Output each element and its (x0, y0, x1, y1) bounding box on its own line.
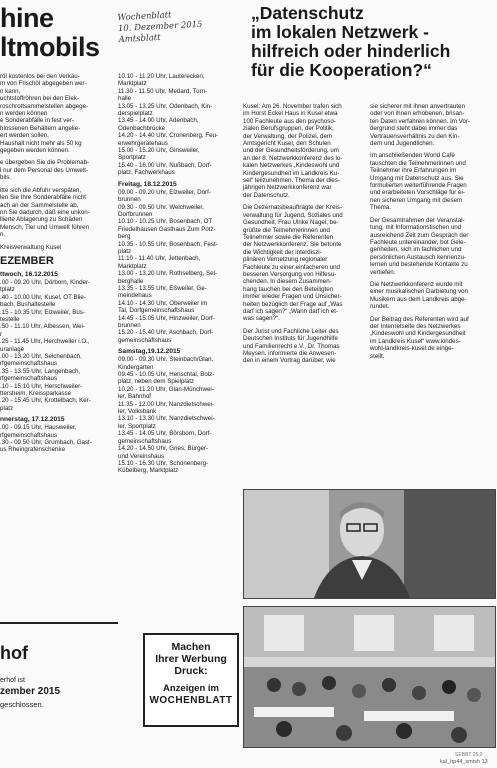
intro-paragraph-2: e übergeben Sie die Problemab- l nur dem Personal des Umwelt- bils. (0, 159, 90, 182)
schedule-top: 10.10 - 11.20 Uhr, Lauterecken, Marktplatz 11.30 - 11.50 Uhr, Medard, Turn- halle 13.05 - 13.25 Uhr, Odenbach, Kin- derspielplatz 13.45 - 14.00 Uhr, Adenbach, Odenbachbrücke 14.20 - 14.40 Uhr, Cronenberg, Feu- erwehrgerätehaus 15.00 - 15.20 Uhr, Ginsweiler, Sportplatz 15.40 - 16.00 Uhr, Nußbach, Dorf- platz, Fachwerkhaus (118, 73, 219, 177)
schedule-column (118, 73, 238, 475)
speaker-photo-image (244, 490, 495, 598)
signoff: Kreisverwaltung Kusel (0, 243, 62, 251)
day4-schedule: 09.00 - 09.30 Uhr, Steinbach/Glan, Kindergarten 09.45 - 10.05 Uhr, Henschtal, Bolz- platz, neben dem Spielplatz 10.20 - 11.20 Uhr, Glan-Münchwei- ler, Bahnhof 11.35 - 12.00 Uhr, Nanzdietschwei- ler, Volksbank 13.10 - 13.30 Uhr, Nanzdietschwei- ler, Sportplatz 13.45 - 14.05 Uhr, Börsborn, Dorf- gemeinschaftshaus 14.20 - 14.50 Uhr, Gries, Bürger- und Vereinshaus 15.10 - 16.30 Uhr, Schönenberg- Kübelberg, Marktplatz (118, 356, 215, 475)
article-paragraph: sie sicherer mit ihnen anvertrauten oder von ihnen erhobenen, brisan- ten Daten verfahren können. Im Vor- dergrund steht dabei immer das Vertrauensverhältnis zu den Kin- dern und Jugendlichen. (370, 103, 471, 148)
closure-line2: zember 2015 (0, 686, 61, 697)
intro-paragraph: röl kostenlos bei den Verkäu- m von Frischöl abgegeben wer- n kann, uchtstoffröhren bei den Elek- roschrottsammelstellen abgege- n werden können e Sonderabfälle in fest ver- hlossenen Behältern angelie- ert werden sollen, Haushalt nicht mehr als 50 kg gegeben werden können. (0, 73, 89, 155)
day4-title: Samstag,19.12.2015 (118, 348, 181, 356)
article-column-1 (243, 103, 364, 365)
day1-schedule: .00 - 09.20 Uhr, Dörborn, Kinder- tplatz .40 - 10.00 Uhr, Kusel, OT Blie- bach, Bushaltestelle .15 - 10.35 Uhr, Elzweiler, Bus- testelle .50 - 11.10 Uhr, Albessen, Wei- r .25 - 11.45 Uhr, Herchweiler i.O., uranlage .00 - 13.20 Uhr, Selchenbach, rfgemeinschaftshaus .35 - 13.55 Uhr, Langenbach, rfgemeinschaftshaus .10 - 15.10 Uhr, Herschweiler- ttersheim, Kreissparkasse .20 - 15.45 Uhr, Krottelbach, Ker- platz (0, 278, 91, 412)
day2-schedule: .00 - 09.15 Uhr, Hausweiler, rfgemeinschaftshaus .30 - 09.50 Uhr, Grumbach, Gast- us Rheingrafenschenke (0, 424, 92, 454)
closure-title: hof (0, 643, 28, 663)
article-paragraph: Die Dezernatsbeauftragte der Kreis- verwaltung für Jugend, Soziales und Gesundheit, Frau Ulrike Nagel, be- grüßte die Teilnehmerinnen und Teilnehmer sowie die Referenten der Netzwerkkonferenz. Sie betonte die Wichtigkeit der interdiszi- plinären Vernetzung regionaler Fachleute zu einer einfacheren und besseren Versorgung von Hilfesu- chenden. In diesem Zusammen- hang tauchen bei den Beteiligten immer wieder Fragen und Unsicher- heiten bezüglich der Frage auf „Was darf ich sagen?“ „Wann darf ich et- was sagen?“. (243, 204, 343, 323)
ad-line1: Machen (171, 641, 211, 653)
ad-line3: Druck: (174, 665, 208, 677)
article-paragraph: Kusel: Am 26. November trafen sich im Horst Eckel Haus in Kusel etwa 100 Fachleute aus den psychoso- zialen Berufsgruppen, der Politik, der Verwaltung, der Polizei, dem Amtsgericht Kusel, den Schulen und der Gesundheitsförderung, um an der 8. Netzwerkkonferenz des lo- kalen Netzwerkes „Kindeswohl und Kindergesundheit im Landkreis Ku- sel“ teilzunehmen. Thema der dies- jährigen Netzwerkkonferenz war der Datenschutz. (243, 103, 343, 199)
ad-line2: Ihrer Werbung (155, 653, 227, 665)
speaker-photo (243, 489, 496, 599)
left-column (0, 73, 112, 454)
ad-box (143, 633, 239, 727)
day3-schedule: 09.00 - 09.20 Uhr, Elzweiler, Dorf- brunnen 09.30 - 09.50 Uhr, Welchweiler, Dorfbrunnen 10.10 - 10.25 Uhr, Bosenbach, OT Friedelhausen Gasthaus Zum Potz- berg 10.35 - 10.55 Uhr, Bosenbach, Fest- platz 11.10 - 11.40 Uhr, Jettenbach, Marktplatz 13.00 - 13.20 Uhr, Rothselberg, Sel- berghalle 13.35 - 13.55 Uhr, Eßweiler, Ge- meindehaus 14.10 - 14.30 Uhr, Oberweiler im Tal, Dorfgemeinschaftshaus 14.45 - 15.05 Uhr, Hinzweiler, Dorf- brunnen 15.20 - 15.40 Uhr, Aschbach, Dorf- gemeinschaftshaus (118, 188, 218, 344)
footer-code: kal_hp44_smtsh 13 (440, 759, 488, 765)
handwritten-note: Wochenblatt 10. Dezember 2015 Amtsblatt (117, 10, 203, 46)
day2-title: nnerstag, 17.12.2015 (0, 416, 65, 424)
article-paragraph: Der Jurist und Fachliche Leiter des Deutschen Instituts für Jugendhilfe und Familienrecht e.V., Dr. Thomas Meysen, informierte die Anwesen- den in einem Vortrag darüber, wie (243, 327, 340, 365)
article-paragraph: Der Beitrag des Referenten wird auf der Internetseite des Netzwerkes „Kindeswohl und Kindergesundheit im Landkreis Kusel“ www.kindes- wohl-landkreis-kusel.de einge- stellt. (370, 315, 469, 360)
photo-credit: SEBBT 25.0 (455, 752, 483, 758)
audience-photo (243, 606, 496, 748)
article-paragraph: Im anschließenden World Café tauschten die Teilnehmerinnen und Teilnehmer ihre Erfahrungen im Umgang mit Datenschutz aus. Sie formulierten weiterführende Fragen und erarbeiteten Vorschläge für ei- nen sicheren Umgang mit diesem Thema. (370, 152, 467, 212)
page-title-left: hine ltmobils (0, 3, 100, 62)
ad-line5: WOCHENBLATT (149, 695, 233, 706)
intro-paragraph-3: itte sich die Abfuhr verspäten, len Sie Ihre Sonderabfälle nicht ach an der Sammelstelle ab, nn Sie dadurch, daß eine unkon- llierte Ablagerung zu Schäden Mensch, Tier und Umwelt führen n. (0, 186, 90, 239)
ad-line4: Anzeigen im (163, 683, 219, 694)
day3-title: Freitag, 18.12.2015 (118, 180, 177, 188)
closure-notice (0, 622, 118, 742)
month-heading: EZEMBER (0, 254, 54, 267)
article-paragraph: Der Gesamtrahmen der Veranstal- tung, mit Informationstischen und ausreichend Zeit zum Gespräch der Fachleute untereinander, bot Gele- genheiten, sich im fachlichen und persönlichen Austausch kennenzu- lernen und bestehende Kontakte zu vertiefen. (370, 216, 469, 276)
article-headline: „Datenschutz im lokalen Netzwerk - hilfreich oder hinderlich für die Kooperation?“ (251, 3, 451, 80)
article-column-2 (370, 103, 495, 360)
closure-line1: erhof ist (0, 677, 25, 684)
article-paragraph: Die Netzwerkkonferenz wurde mit einer musikalischen Darbietung von Musikern aus dem Landkreis abge- rundet. (370, 280, 469, 311)
closure-line3: geschlossen. (0, 700, 44, 709)
day1-title: ttwoch, 16.12.2015 (0, 270, 58, 278)
audience-photo-image (244, 607, 495, 747)
